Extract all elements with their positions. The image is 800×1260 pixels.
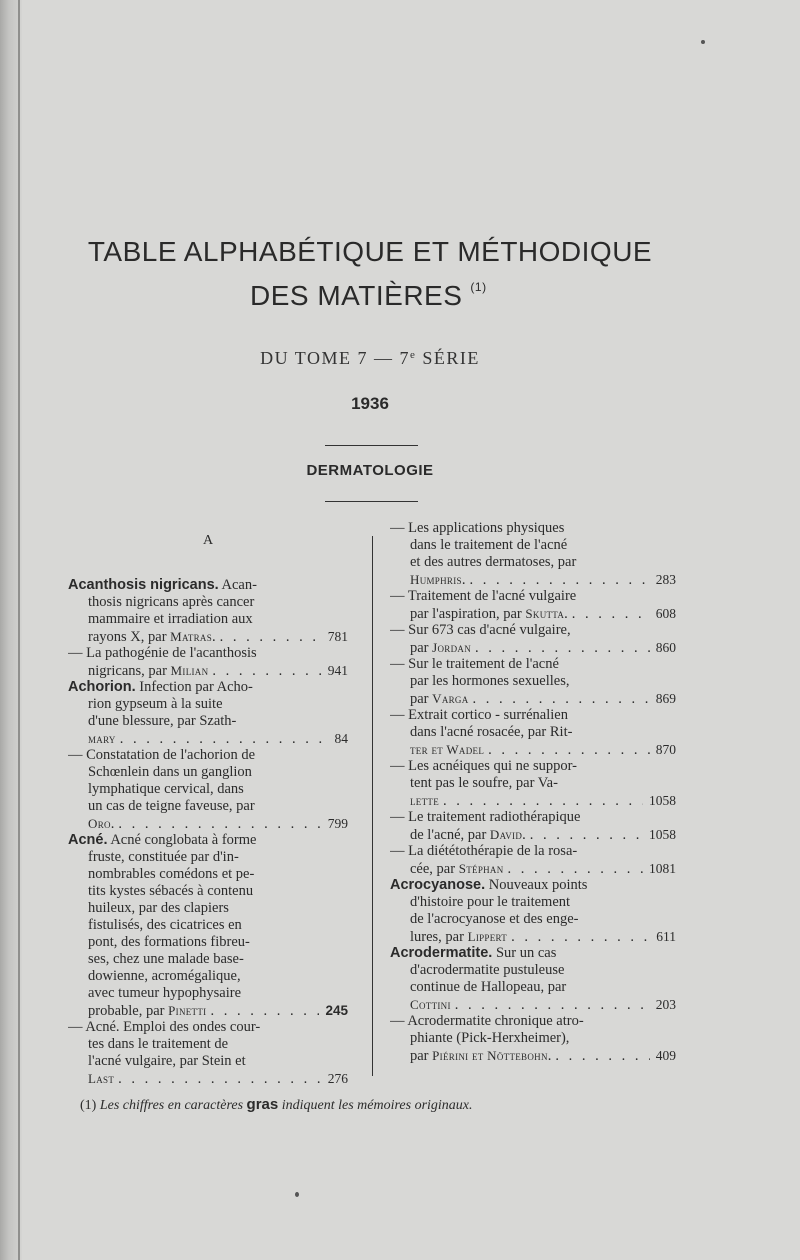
dot-leader	[530, 827, 643, 843]
entry-line	[68, 594, 348, 611]
entry-last-text	[88, 730, 116, 747]
entry-last-text	[88, 815, 114, 832]
entry-line	[68, 798, 348, 815]
author-name: lette	[410, 793, 439, 808]
entry-last-line	[68, 730, 348, 747]
dot-leader	[511, 929, 650, 945]
author-name: Piérini et Nöttebohn	[432, 1048, 548, 1063]
entry-last-line	[68, 662, 348, 679]
entry-text: par	[410, 691, 433, 707]
entry-line	[390, 843, 676, 860]
entry-last-text	[410, 639, 471, 656]
entry-last-line	[390, 571, 676, 588]
entry-line	[390, 1030, 676, 1047]
index-entry	[68, 832, 348, 1019]
entry-text: phiante (Pick-Herxheimer),	[410, 1030, 570, 1046]
page-number: 608	[655, 606, 676, 621]
entry-line	[68, 968, 348, 985]
footnote-text-before: Les chiffres en caractères	[96, 1098, 247, 1113]
entry-line	[68, 1053, 348, 1070]
index-entry	[68, 679, 348, 747]
entry-text: dans le traitement de l'acné	[410, 537, 568, 553]
page-title-line2-text: DES MATIÈRES	[250, 280, 463, 311]
entry-text: — Acné. Emploi des ondes cour-	[68, 1019, 261, 1035]
entry-line	[68, 866, 348, 883]
entry-line	[390, 554, 676, 571]
dot-leader	[455, 997, 650, 1013]
entry-last-line	[68, 1002, 348, 1019]
entry-line	[68, 985, 348, 1002]
entry-text: — La pathogénie de l'acanthosis	[68, 645, 257, 661]
page-number: 781	[327, 629, 348, 644]
index-entry	[390, 1013, 676, 1064]
entry-last-line	[390, 1047, 676, 1064]
index-entry	[68, 645, 348, 679]
section-rule-bottom	[325, 501, 418, 502]
entry-heading: Achorion.	[68, 679, 136, 695]
footnote-marker: (1)	[470, 280, 487, 294]
dot-leader	[555, 1048, 649, 1064]
entry-line	[390, 656, 676, 673]
entry-text: dans l'acné rosacée, par Rit-	[410, 724, 573, 740]
entry-last-text	[410, 741, 484, 758]
entry-text: ses, chez une malade base-	[88, 951, 244, 967]
entry-line	[390, 894, 676, 911]
entry-line	[68, 951, 348, 968]
entry-text: de l'acné, par	[410, 827, 490, 843]
entry-last-line	[390, 928, 676, 945]
index-entry	[390, 622, 676, 656]
entry-text: de l'acrocyanose et des enge-	[410, 911, 579, 927]
entry-text: l'acné vulgaire, par Stein et	[88, 1053, 246, 1069]
entry-last-line	[68, 1070, 348, 1087]
entry-line	[390, 979, 676, 996]
entry-last-line	[68, 815, 348, 832]
entry-text-end: .	[110, 816, 115, 832]
index-entry	[68, 577, 348, 645]
dot-leader	[210, 1003, 319, 1019]
entry-text: — Constatation de l'achorion de	[68, 747, 256, 763]
index-entry	[68, 747, 348, 832]
entry-text: Nouveaux points	[485, 877, 588, 893]
footnote-bold-word: gras	[246, 1096, 279, 1113]
entry-line	[68, 917, 348, 934]
entry-last-line	[390, 690, 676, 707]
year-label: 1936	[351, 394, 389, 413]
entry-text: par l'aspiration, par	[410, 606, 526, 622]
index-entry	[390, 588, 676, 622]
dot-leader	[469, 572, 649, 588]
entry-text: Schœnlein dans un ganglion	[88, 764, 252, 780]
entry-line	[390, 1013, 676, 1030]
entry-text-end: .	[522, 827, 526, 843]
index-entry	[390, 877, 676, 945]
entry-text: mammaire et irradiation aux	[88, 611, 253, 627]
entry-last-text	[410, 605, 568, 622]
binding-edge	[18, 0, 20, 1260]
volume-line	[0, 348, 740, 369]
page-number: 870	[655, 742, 676, 757]
dot-leader	[473, 691, 650, 707]
dot-leader	[118, 816, 321, 832]
volume-prefix: DU TOME 7 — 7	[260, 348, 410, 368]
entry-text-end: .	[564, 606, 568, 622]
author-name: Pinetti	[168, 1003, 207, 1018]
author-name: Matras	[170, 629, 213, 644]
footnote	[80, 1096, 473, 1114]
index-entry	[390, 656, 676, 707]
index-entry	[390, 945, 676, 1013]
entry-last-text	[88, 662, 208, 679]
entry-text: Acné conglobata à forme	[107, 832, 257, 848]
index-entry	[390, 520, 676, 588]
entry-last-line	[390, 741, 676, 758]
volume-superscript: e	[409, 349, 417, 361]
entry-last-line	[68, 628, 348, 645]
entry-line	[390, 707, 676, 724]
entry-text: pont, des formations fibreu-	[88, 934, 250, 950]
author-name: Oro	[88, 816, 111, 831]
entry-text: dowienne, acromégalique,	[88, 968, 241, 984]
entry-heading: Acanthosis nigricans.	[68, 577, 219, 593]
index-column-left	[68, 520, 348, 1087]
dot-leader	[220, 629, 322, 645]
author-name: ter et Wadel	[410, 742, 485, 757]
dot-leader	[475, 640, 650, 656]
entry-last-text	[88, 1002, 206, 1019]
entry-text: tits kystes sébacés à contenu	[88, 883, 254, 899]
index-entry	[390, 843, 676, 877]
entry-text: continue de Hallopeau, par	[410, 979, 567, 995]
entry-last-line	[390, 860, 676, 877]
page-number: 1058	[649, 827, 676, 842]
section-title: DERMATOLOGIE	[306, 462, 434, 479]
dot-leader	[118, 1071, 322, 1087]
page-title-line1: TABLE ALPHABÉTIQUE ET MÉTHODIQUE	[87, 236, 653, 267]
page-number: 1058	[649, 793, 676, 808]
entry-text: — Acrodermatite chronique atro-	[390, 1013, 584, 1029]
entry-last-line	[390, 792, 676, 809]
entry-text-end: .	[547, 1048, 552, 1064]
entry-text: fistulisés, des cicatrices en	[88, 917, 242, 933]
entry-line	[68, 713, 348, 730]
entry-text: — Les acnéiques qui ne suppor-	[390, 758, 577, 774]
entry-line	[68, 781, 348, 798]
entry-line	[68, 934, 348, 951]
footnote-mark: (1)	[80, 1098, 97, 1113]
entry-line	[68, 900, 348, 917]
entry-last-line	[390, 826, 676, 843]
entry-line	[390, 911, 676, 928]
entry-line	[390, 945, 676, 962]
entry-heading: Acné.	[68, 832, 108, 848]
entry-line	[390, 877, 676, 894]
column-divider	[372, 536, 373, 1076]
page-number: 611	[656, 929, 676, 944]
page-number: 860	[655, 640, 676, 655]
volume-suffix: SÉRIE	[416, 348, 480, 368]
page-number: 799	[327, 816, 348, 831]
entry-text: rion gypseum à la suite	[88, 696, 223, 712]
entry-line	[68, 1036, 348, 1053]
entry-last-text	[410, 690, 469, 707]
entry-last-line	[390, 996, 676, 1013]
page-number: 941	[327, 663, 348, 678]
author-name: Jordan	[432, 640, 472, 655]
index-entry	[390, 758, 676, 809]
entry-line	[68, 611, 348, 628]
author-name: Skutta	[525, 606, 565, 621]
entry-line	[390, 588, 676, 605]
entry-text: lymphatique cervical, dans	[88, 781, 244, 797]
entry-line	[390, 673, 676, 690]
entry-text: et des autres dermatoses, par	[410, 554, 577, 570]
entry-last-text	[410, 996, 451, 1013]
entry-text: — Les applications physiques	[390, 520, 565, 536]
entry-line	[68, 679, 348, 696]
author-name: Stéphan	[458, 861, 504, 876]
entry-text: d'histoire pour le traitement	[410, 894, 571, 910]
entry-line	[68, 849, 348, 866]
index-letter: A	[202, 533, 214, 548]
entry-line	[68, 883, 348, 900]
entry-last-text	[410, 571, 465, 588]
entry-text: lures, par	[410, 929, 468, 945]
entry-text-end: .	[461, 572, 466, 588]
entry-text: — Traitement de l'acné vulgaire	[390, 588, 577, 604]
entry-text: nigricans, par	[88, 663, 171, 679]
entry-line	[68, 747, 348, 764]
index-entry	[390, 809, 676, 843]
page-number: 203	[655, 997, 676, 1012]
entry-text: — Sur 673 cas d'acné vulgaire,	[390, 622, 571, 638]
entry-last-text	[410, 1047, 551, 1064]
author-name: Milian	[170, 663, 209, 678]
author-name: Last	[88, 1071, 115, 1086]
author-name: Humphris	[410, 572, 462, 587]
entry-last-text	[410, 928, 507, 945]
entry-heading: Acrodermatite.	[390, 945, 493, 961]
footnote-text-after: indiquent les mémoires originaux.	[278, 1098, 473, 1113]
entry-line	[390, 537, 676, 554]
entry-text: par	[410, 1048, 433, 1064]
paper-speck	[701, 40, 705, 44]
entry-line	[68, 764, 348, 781]
entry-line	[68, 577, 348, 594]
entry-text: d'acrodermatite pustuleuse	[410, 962, 565, 978]
page-number: 869	[655, 691, 676, 706]
entry-text: un cas de teigne faveuse, par	[88, 798, 255, 814]
dot-leader	[572, 606, 650, 622]
page-number: 84	[334, 731, 348, 746]
section-rule-top	[325, 445, 418, 446]
entry-text: par	[410, 640, 433, 656]
author-name: mary	[88, 731, 116, 746]
entry-last-text	[410, 826, 526, 843]
entry-text: probable, par	[88, 1003, 169, 1019]
author-name: Varga	[432, 691, 469, 706]
entry-text: Infection par Acho-	[135, 679, 253, 695]
index-entry	[68, 1019, 348, 1087]
entry-line	[390, 775, 676, 792]
entry-text: d'une blessure, par Szath-	[88, 713, 237, 729]
entry-line	[390, 809, 676, 826]
dot-leader	[120, 731, 329, 747]
entry-text: — Sur le traitement de l'acné	[390, 656, 559, 672]
entry-text: tes dans le traitement de	[88, 1036, 229, 1052]
author-name: David	[489, 827, 523, 842]
page-number: 283	[655, 572, 676, 587]
entry-text: — Extrait cortico - surrénalien	[390, 707, 568, 723]
dot-leader	[488, 742, 650, 758]
entry-last-text	[410, 792, 439, 809]
dot-leader	[212, 663, 321, 679]
entry-line	[68, 645, 348, 662]
dot-leader	[508, 861, 643, 877]
entry-text: tent pas le soufre, par Va-	[410, 775, 558, 791]
entry-text: — Le traitement radiothérapique	[390, 809, 581, 825]
page-number: 409	[655, 1048, 676, 1063]
entry-text-end: .	[212, 629, 216, 645]
entry-text: — La diététothérapie de la rosa-	[390, 843, 578, 859]
entry-text: par les hormones sexuelles,	[410, 673, 570, 689]
author-name: Lippert	[467, 929, 508, 944]
author-name: Cottini	[410, 997, 451, 1012]
entry-text: nombrables comédons et pe-	[88, 866, 255, 882]
page-title-line2	[250, 280, 487, 312]
entry-line	[68, 696, 348, 713]
index-entry	[390, 707, 676, 758]
dot-leader	[443, 793, 643, 809]
entry-text: thosis nigricans après cancer	[88, 594, 255, 610]
entry-heading: Acrocyanose.	[390, 877, 486, 893]
entry-text: fruste, constituée par d'in-	[88, 849, 239, 865]
entry-line	[390, 962, 676, 979]
index-column-right	[390, 520, 676, 1064]
entry-last-text	[410, 860, 504, 877]
entry-line	[390, 520, 676, 537]
entry-last-line	[390, 605, 676, 622]
entry-line	[390, 622, 676, 639]
entry-line	[390, 724, 676, 741]
entry-line	[390, 758, 676, 775]
page-number: 276	[327, 1071, 348, 1086]
entry-text: huileux, par des clapiers	[88, 900, 229, 916]
entry-line	[68, 1019, 348, 1036]
entry-text: cée, par	[410, 861, 459, 877]
entry-text: rayons X, par	[88, 629, 171, 645]
entry-line	[68, 832, 348, 849]
page-number: 1081	[649, 861, 676, 876]
entry-last-text	[88, 1070, 114, 1087]
entry-last-text	[88, 628, 216, 645]
entry-text: avec tumeur hypophysaire	[88, 985, 242, 1001]
entry-last-line	[390, 639, 676, 656]
paper-speck	[295, 1192, 299, 1197]
entry-text: Sur un cas	[492, 945, 557, 961]
page-number: 245	[325, 1003, 348, 1018]
entry-text: Acan-	[218, 577, 257, 593]
